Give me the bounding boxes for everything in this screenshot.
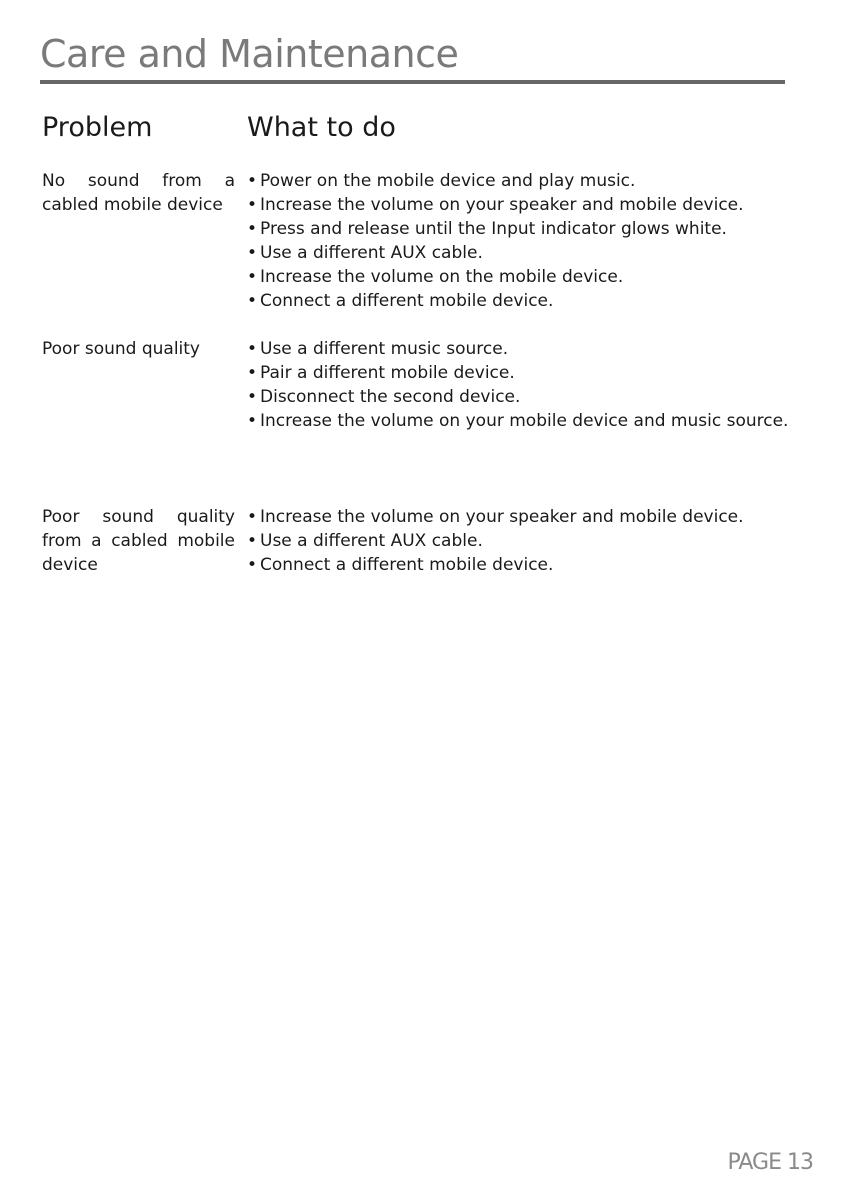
problem-text: cabled mobile device	[42, 195, 223, 215]
solution-text: Increase the volume on your mobile device and music source.	[260, 411, 789, 431]
solution-list	[247, 169, 790, 313]
bullet-icon: •	[247, 507, 258, 527]
solution-list	[247, 337, 790, 433]
title-divider	[40, 80, 785, 84]
solution-item	[247, 361, 790, 385]
solution-item	[247, 337, 790, 361]
problem-text: Poor sound quality	[42, 507, 235, 527]
solution-text: Use a different AUX cable.	[260, 243, 483, 263]
bullet-icon: •	[247, 411, 258, 431]
solution-text: Pair a different mobile device.	[260, 363, 515, 383]
problem-text: Poor sound quality	[42, 339, 200, 359]
solution-text: Power on the mobile device and play music.	[260, 171, 636, 191]
solution-text: Increase the volume on your speaker and mobile device.	[260, 195, 744, 215]
solution-text: Use a different AUX cable.	[260, 531, 483, 551]
problem-column-header: Problem	[42, 112, 153, 143]
solution-text: Increase the volume on your speaker and mobile device.	[260, 507, 744, 527]
problem-text: from a cabled mobile	[42, 531, 235, 551]
what-to-do-column-header: What to do	[247, 112, 396, 143]
solution-item	[247, 553, 790, 577]
solution-item	[247, 241, 790, 265]
solution-item	[247, 409, 790, 433]
solution-text: Press and release until the Input indicator glows white.	[260, 219, 727, 239]
solution-text: Connect a different mobile device.	[260, 555, 554, 575]
solution-item	[247, 529, 790, 553]
bullet-icon: •	[247, 531, 258, 551]
problem-cell	[42, 505, 235, 577]
solution-item	[247, 217, 790, 241]
bullet-icon: •	[247, 387, 258, 407]
bullet-icon: •	[247, 171, 258, 191]
problem-cell	[42, 169, 235, 217]
problem-text: device	[42, 555, 98, 575]
solution-item	[247, 289, 790, 313]
solution-item	[247, 265, 790, 289]
solution-item	[247, 385, 790, 409]
solution-item	[247, 505, 790, 529]
page-number: PAGE 13	[727, 1150, 813, 1175]
problem-cell	[42, 337, 235, 361]
bullet-icon: •	[247, 291, 258, 311]
solution-item	[247, 169, 790, 193]
troubleshooting-row-no-sound-cabled	[42, 169, 790, 319]
bullet-icon: •	[247, 363, 258, 383]
page-title: Care and Maintenance	[40, 32, 459, 76]
bullet-icon: •	[247, 267, 258, 287]
bullet-icon: •	[247, 555, 258, 575]
solution-text: Use a different music source.	[260, 339, 509, 359]
solution-text: Connect a different mobile device.	[260, 291, 554, 311]
troubleshooting-row-poor-sound-cabled	[42, 505, 790, 585]
bullet-icon: •	[247, 195, 258, 215]
troubleshooting-row-poor-sound-quality	[42, 337, 790, 467]
solution-text: Increase the volume on the mobile device.	[260, 267, 624, 287]
solution-text: Disconnect the second device.	[260, 387, 521, 407]
bullet-icon: •	[247, 339, 258, 359]
problem-text: No sound from a	[42, 171, 235, 191]
solution-list	[247, 505, 790, 577]
bullet-icon: •	[247, 219, 258, 239]
solution-item	[247, 193, 790, 217]
bullet-icon: •	[247, 243, 258, 263]
